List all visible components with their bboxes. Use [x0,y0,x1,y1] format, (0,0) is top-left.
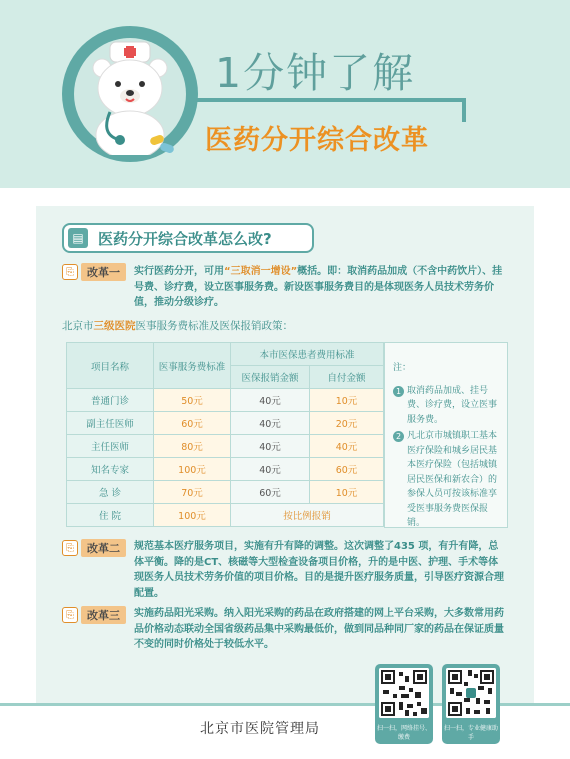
headline-top: 1分钟了解 [215,49,416,97]
footer-organization: 北京市医院管理局 [200,721,320,737]
header-self: 自付金额 [310,366,384,389]
qr-code-icon[interactable] [379,668,429,718]
table-row [67,458,384,481]
reform1-text-b: 概括。即：取消药品加成（不含中药饮片）、挂号费、诊疗费，设立医事服务费。新设医事服务费目的是体现医务人员技术劳务价值，推动分级诊疗。 [134,266,503,308]
reform1-label: 改革一 [81,263,126,281]
cell-reimb: 40元 [231,458,310,481]
section-title: 医药分开综合改革怎么改? [98,230,272,248]
notes-title: 注： [393,363,412,373]
cell-fee: 80元 [154,435,231,458]
reform1-tag [62,263,126,281]
cell-name: 知名专家 [67,458,154,481]
table-row [67,481,384,504]
reform3-text: 实施药品阳光采购。纳入阳光采购的药品在政府搭建的网上平台采购，大多数常用药品价格动态联动全国省级药品集中采购最低价，做到同品种同厂家的药品在保证质量不变的同时价格处于较低水平。 [134,608,504,650]
table-row [67,504,384,527]
cell-fee: 70元 [154,481,231,504]
tag-icon: ⎘ [62,540,78,556]
cell-reimb: 60元 [231,481,310,504]
table-row [67,412,384,435]
reform1-text [134,264,508,311]
note-text: 取消药品加成、挂号费、诊疗费，设立医事服务费。 [407,385,498,425]
book-icon: ▤ [68,228,88,248]
qr-card-health[interactable] [442,664,500,744]
table-row [67,435,384,458]
note-number: 1 [393,386,404,397]
qr-code-icon[interactable] [446,668,496,718]
cell-self: 40元 [310,435,384,458]
note-number: 2 [393,431,404,442]
cell-reimb: 40元 [231,389,310,412]
table-intro-b: 医事服务费标准及医保报销政策： [135,320,293,332]
divider-line [186,98,466,102]
reform3-label: 改革三 [81,606,126,624]
cell-name: 普通门诊 [67,389,154,412]
cell-self: 10元 [310,389,384,412]
cell-fee: 50元 [154,389,231,412]
table-row [67,389,384,412]
table-intro [62,318,293,333]
cell-self: 20元 [310,412,384,435]
header-fee: 医事服务费标准 [154,343,231,389]
note-text: 凡北京市城镇职工基本医疗保险和城乡居民基本医疗保险（包括城镇居民医保和新农合）的参保人员可按该标准享受医事服务费医保报销。 [407,431,498,528]
cell-name: 主任医师 [67,435,154,458]
cell-fee: 100元 [154,458,231,481]
header-group: 本市医保患者费用标准 [231,343,384,366]
reform1-text-a: 实行医药分开，可用 [134,266,224,277]
qr-caption: 扫一扫，专业健康助手 [443,725,498,741]
cell-name: 急 诊 [67,481,154,504]
cell-fee: 60元 [154,412,231,435]
qr-card-registration[interactable] [375,664,433,744]
table-intro-highlight: 三级医院 [93,320,136,332]
cell-self: 10元 [310,481,384,504]
reform3-tag [62,606,126,624]
cell-reimb: 40元 [231,412,310,435]
cell-self: 60元 [310,458,384,481]
note-item [393,429,501,531]
note-item [393,384,501,428]
table-intro-a: 北京市 [62,320,94,332]
header-reimb: 医保报销金额 [231,366,310,389]
reform2-text: 规范基本医疗服务项目，实施有升有降的调整。这次调整了435 项，有升有降，总体平衡。降的是CT、核磁等大型检查设备项目价格，升的是中医、护理、手术等体现医务人员技术劳务价值的项目价格。目的是提升医疗服务质量，引导医疗资源合理配置。 [134,541,504,599]
cell-combined: 按比例报销 [231,504,384,527]
cell-name: 副主任医师 [67,412,154,435]
cell-reimb: 40元 [231,435,310,458]
headline-main: 医药分开综合改革 [205,125,429,156]
fee-table [66,342,384,527]
qr-caption: 扫一扫，网络挂号、缴费 [376,725,431,741]
tag-icon: ⎘ [62,264,78,280]
notes-box [384,342,508,528]
divider-line-end [462,98,466,122]
reform2-tag [62,539,126,557]
cell-name: 住 院 [67,504,154,527]
cell-fee: 100元 [154,504,231,527]
reform2-label: 改革二 [81,539,126,557]
nurse-bear-icon [80,40,180,155]
reform1-quote: “三取消一增设” [224,266,298,277]
tag-icon: ⎘ [62,607,78,623]
header-item: 项目名称 [67,343,154,389]
